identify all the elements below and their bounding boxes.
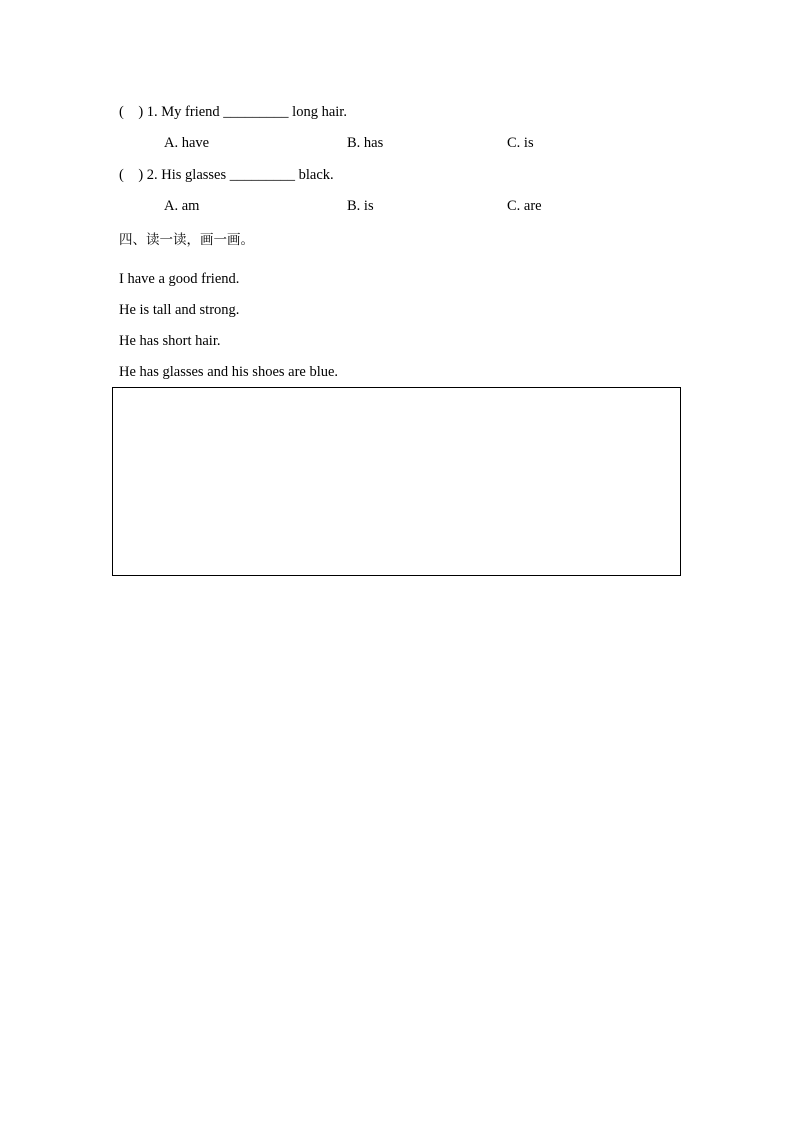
question-2-option-a: A. am bbox=[164, 198, 200, 214]
question-1-option-a: A. have bbox=[164, 135, 210, 151]
question-2-option-c: C. are bbox=[507, 198, 542, 214]
reading-line-2: He is tall and strong. bbox=[119, 302, 240, 318]
question-2-option-b: B. is bbox=[347, 198, 374, 214]
section-4-heading: 四、读一读，画一画。 bbox=[119, 232, 254, 248]
reading-line-1: I have a good friend. bbox=[119, 271, 240, 287]
reading-line-4: He has glasses and his shoes are blue. bbox=[119, 364, 339, 380]
reading-line-3: He has short hair. bbox=[119, 333, 221, 349]
question-1-option-b: B. has bbox=[347, 135, 384, 151]
drawing-box bbox=[112, 387, 681, 576]
question-1-text: ( ) 1. My friend _________ long hair. bbox=[119, 104, 347, 120]
question-1-option-c: C. is bbox=[507, 135, 534, 151]
question-2-text: ( ) 2. His glasses _________ black. bbox=[119, 167, 334, 183]
